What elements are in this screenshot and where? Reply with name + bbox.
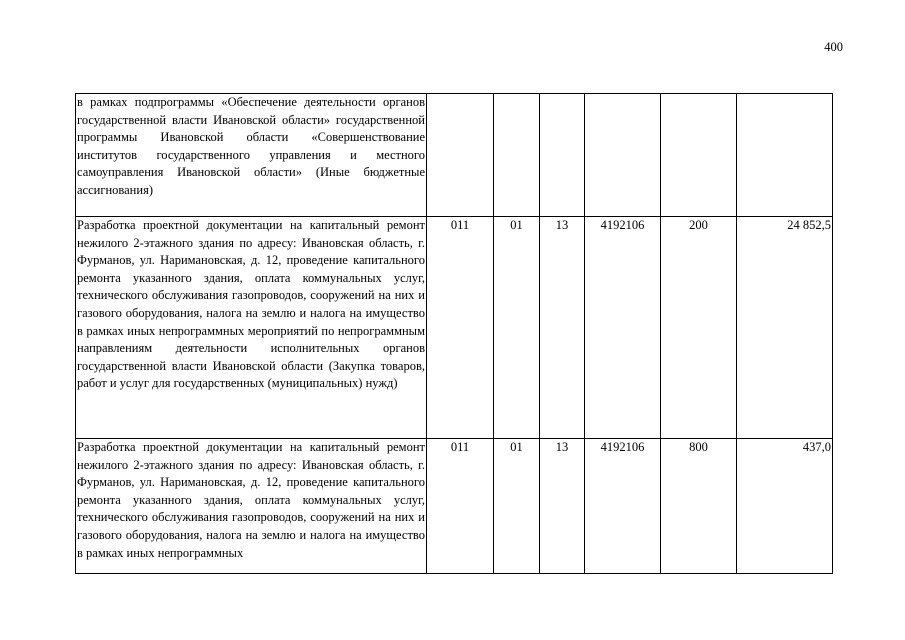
row-description: в рамках подпрограммы «Обеспечение деятельности органов государственной власти Ивановской области» государственной программы Ивановской области «Совершенствование институтов государственного управления и местного самоуправления Ивановской области» (Иные бюджетные ассигнования) — [76, 94, 427, 217]
subsection-code-cell: 13 — [540, 439, 585, 574]
expense-type-cell: 800 — [661, 439, 737, 574]
target-article-cell — [585, 94, 661, 217]
section-code-cell: 01 — [494, 439, 540, 574]
amount-cell: 24 852,5 — [737, 217, 833, 439]
page-number: 400 — [824, 40, 843, 54]
section-code-cell: 01 — [494, 217, 540, 439]
section-code-cell — [494, 94, 540, 217]
ministry-code-cell: 011 — [427, 439, 494, 574]
subsection-code-cell: 13 — [540, 217, 585, 439]
amount-cell — [737, 94, 833, 217]
amount-cell: 437,0 — [737, 439, 833, 574]
ministry-code-cell — [427, 94, 494, 217]
expense-type-cell: 200 — [661, 217, 737, 439]
subsection-code-cell — [540, 94, 585, 217]
expense-type-cell — [661, 94, 737, 217]
table-row — [76, 94, 833, 217]
row-description: Разработка проектной документации на капитальный ремонт нежилого 2-этажного здания по адресу: Ивановская область, г. Фурманов, ул. Наримановская, д. 12, проведение капитального ремонта указанного здания, оплата коммунальных услуг, технического обслуживания газопроводов, сооружений на них и газового оборудования, налога на землю и налога на имущество в рамках иных непрограммных мероприятий по непрограммным направлениям деятельности исполнительных органов государственной власти Ивановской области (Закупка товаров, работ и услуг для государственных (муниципальных) нужд) — [76, 217, 427, 439]
budget-table — [75, 93, 833, 574]
ministry-code-cell: 011 — [427, 217, 494, 439]
table-row — [76, 217, 833, 439]
target-article-cell: 4192106 — [585, 217, 661, 439]
target-article-cell: 4192106 — [585, 439, 661, 574]
row-description: Разработка проектной документации на капитальный ремонт нежилого 2-этажного здания по адресу: Ивановская область, г. Фурманов, ул. Наримановская, д. 12, проведение капитального ремонта указанного здания, оплата коммунальных услуг, технического обслуживания газопроводов, сооружений на них и газового оборудования, налога на землю и налога на имущество в рамках иных непрограммных — [76, 439, 427, 574]
table-row — [76, 439, 833, 574]
